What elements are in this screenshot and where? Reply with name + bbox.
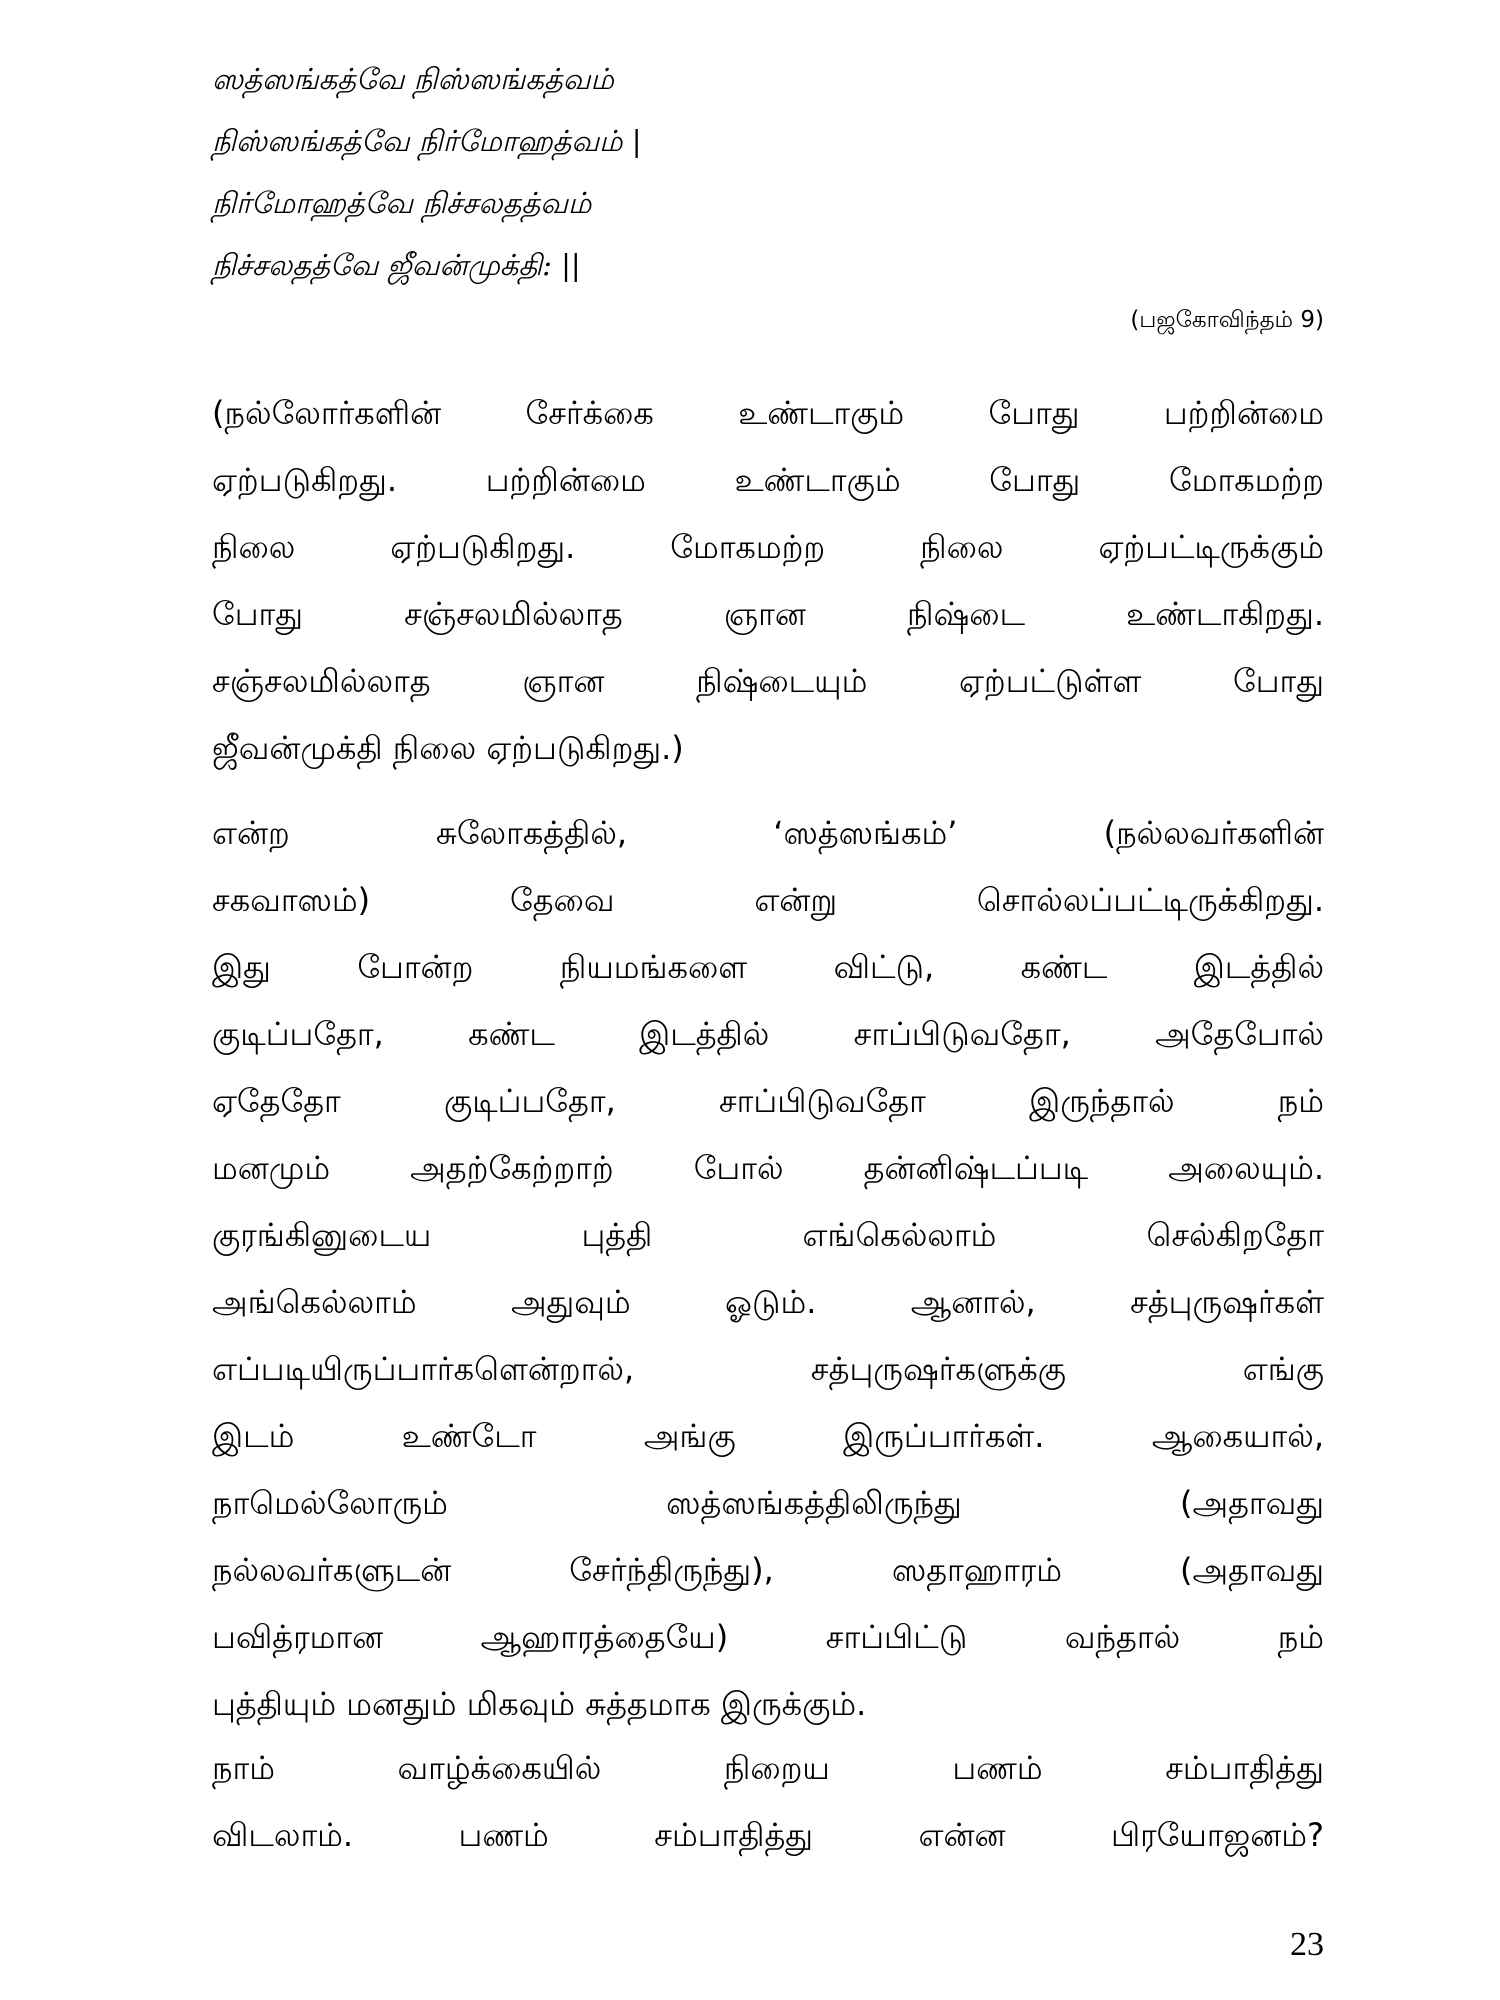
paragraph-line: (நல்லோர்களின் சேர்க்கை உண்டாகும் போது பற்றின்மை [212,394,1324,432]
verse-line: நிச்சலதத்வே ஜீவன்முக்தி: || [212,248,581,282]
sanskrit-verse [212,48,1332,296]
verse-citation: (பஜகோவிந்தம் 9) [1130,307,1324,333]
paragraph-line: என்ற சுலோகத்தில், ‘ஸத்ஸங்கம்’ (நல்லவர்களின் [212,814,1324,852]
paragraph-line: நல்லவர்களுடன் சேர்ந்திருந்து), ஸதாஹாரம் (அதாவது [212,1551,1324,1589]
paragraph-line: இது போன்ற நியமங்களை விட்டு, கண்ட இடத்தில் [212,948,1324,986]
paragraph-line: மனமும் அதற்கேற்றாற் போல் தன்னிஷ்டப்படி அலையும். [212,1149,1324,1187]
verse-line: நிர்மோஹத்வே நிச்சலதத்வம் [212,186,592,220]
paragraph-line: இடம் உண்டோ அங்கு இருப்பார்கள். ஆகையால், [212,1417,1324,1455]
paragraph-line: குரங்கினுடைய புத்தி எங்கெல்லாம் செல்கிறதோ [212,1216,1324,1254]
paragraph-line: சகவாஸம்) தேவை என்று சொல்லப்பட்டிருக்கிறது. [212,881,1324,919]
paragraph-line: விடலாம். பணம் சம்பாதித்து என்ன பிரயோஜனம்? [212,1816,1324,1854]
paragraph-line: ஏற்படுகிறது. பற்றின்மை உண்டாகும் போது மோகமற்ற [212,461,1324,499]
page-number: 23 [1290,1926,1324,1963]
paragraph-line: நிலை ஏற்படுகிறது. மோகமற்ற நிலை ஏற்பட்டிருக்கும் [212,528,1324,566]
paragraph-line: நாம் வாழ்க்கையில் நிறைய பணம் சம்பாதித்து [212,1749,1324,1787]
body-paragraph [212,1735,1324,1869]
paragraph-line: நாமெல்லோரும் ஸத்ஸங்கத்திலிருந்து (அதாவது [212,1484,1324,1522]
paragraph-line: சஞ்சலமில்லாத ஞான நிஷ்டையும் ஏற்பட்டுள்ள போது [212,662,1324,700]
paragraph-line: புத்தியும் மனதும் மிகவும் சுத்தமாக இருக்கும். [212,1685,867,1723]
verse-line: ஸத்ஸங்கத்வே நிஸ்ஸங்கத்வம் [212,62,614,96]
translation-paragraph [212,380,1324,782]
paragraph-line: அங்கெல்லாம் அதுவும் ஓடும். ஆனால், சத்புருஷர்கள் [212,1283,1324,1321]
verse-line: நிஸ்ஸங்கத்வே நிர்மோஹத்வம் | [212,124,642,158]
paragraph-line: போது சஞ்சலமில்லாத ஞான நிஷ்டை உண்டாகிறது. [212,595,1324,633]
paragraph-line: பவித்ரமான ஆஹாரத்தையே) சாப்பிட்டு வந்தால் நம் [212,1618,1324,1656]
body-paragraph [212,800,1324,1738]
paragraph-line: ஏதேதோ குடிப்பதோ, சாப்பிடுவதோ இருந்தால் நம் [212,1082,1324,1120]
paragraph-line: குடிப்பதோ, கண்ட இடத்தில் சாப்பிடுவதோ, அதேபோல் [212,1015,1324,1053]
paragraph-line: எப்படியிருப்பார்களென்றால், சத்புருஷர்களுக்கு எங்கு [212,1350,1324,1388]
paragraph-line: ஜீவன்முக்தி நிலை ஏற்படுகிறது.) [212,729,684,767]
